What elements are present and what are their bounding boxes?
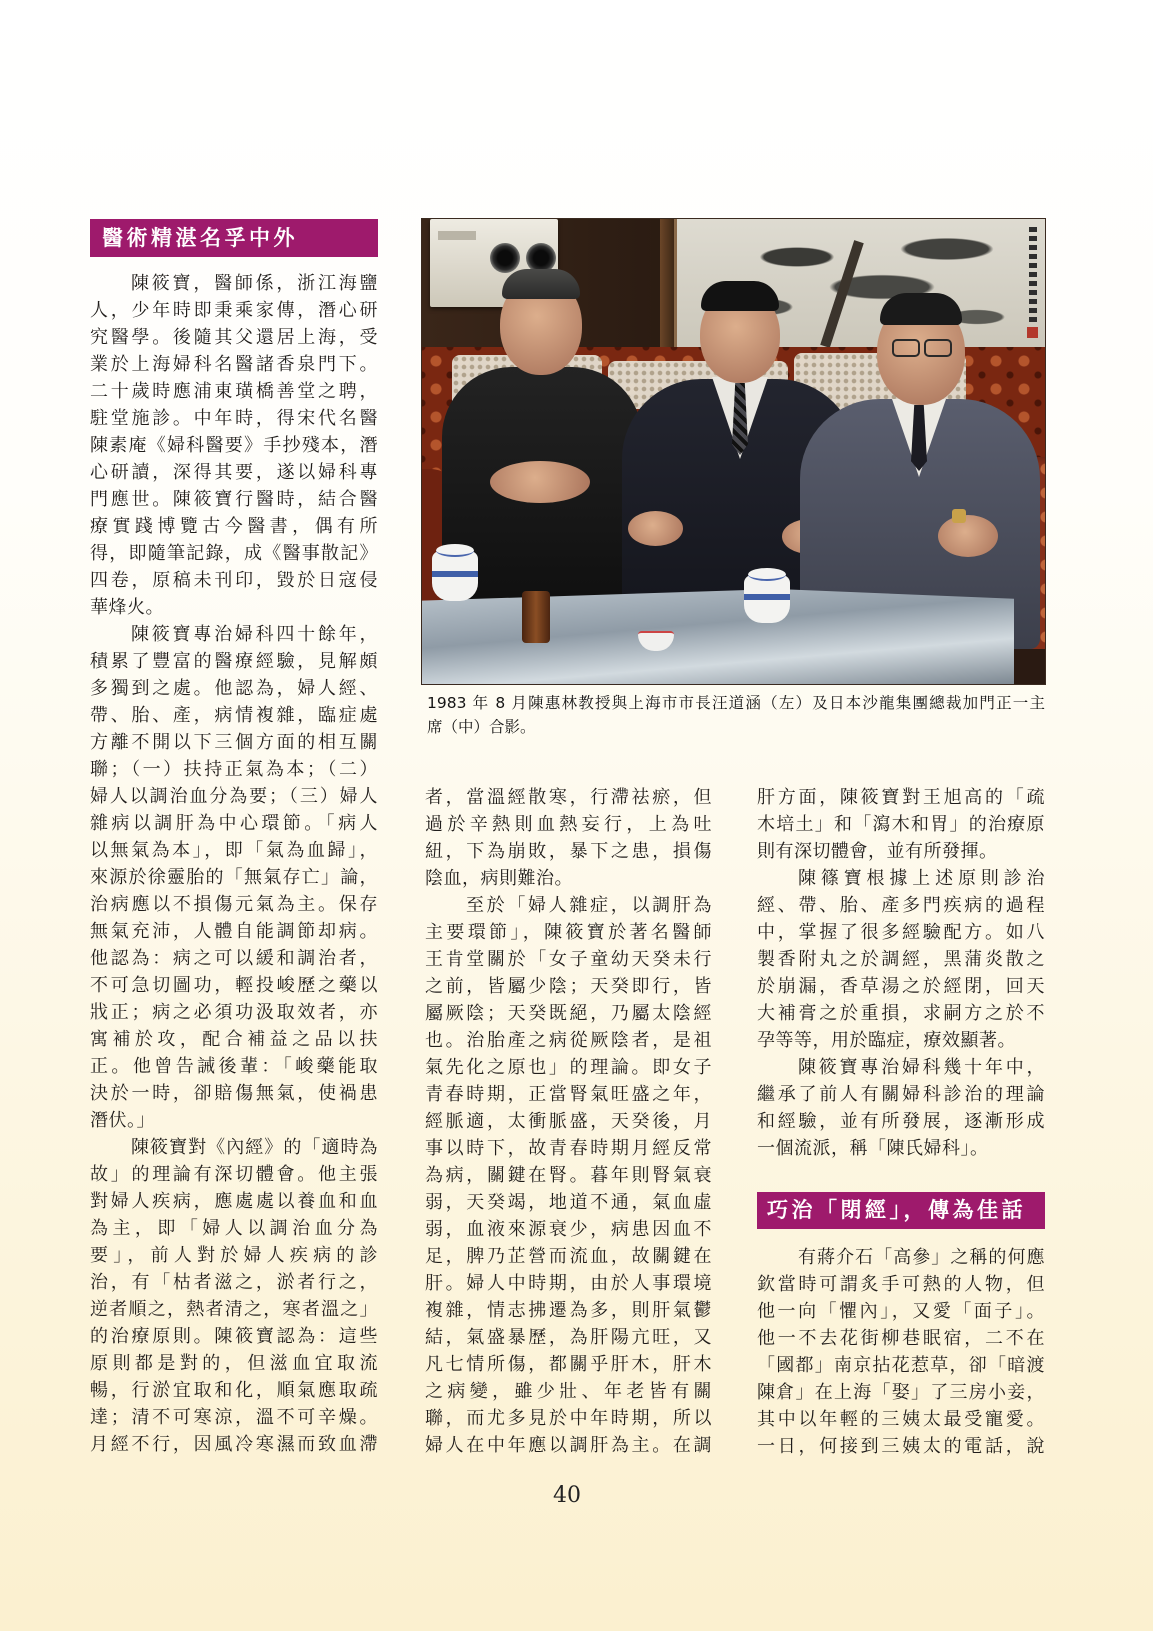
text-line: 治，有「枯者滋之，淤者行之， <box>90 1272 378 1293</box>
text-line: 結，氣盛暴歷，為肝陽亢旺，又 <box>425 1327 712 1348</box>
text-line: 療實踐博覽古今醫書，偶有所 <box>90 516 378 537</box>
text-line: 駐堂施診。中年時，得宋代名醫 <box>90 408 378 429</box>
text-line: 足，脾乃芷營而流血，故關鍵在 <box>425 1246 712 1267</box>
photo-left-man-hair <box>502 269 580 299</box>
photo-floor <box>1014 649 1046 685</box>
text-line: 雜病以調肝為中心環節。「病人 <box>90 813 378 834</box>
text-line: 經、帶、胎、產多門疾病的過程 <box>757 895 1045 916</box>
photo-teacup <box>432 551 478 601</box>
text-line: 業於上海婦科名醫諸香泉門下。 <box>90 354 378 375</box>
text-line: 華烽火。 <box>90 597 164 618</box>
text-line: 他一不去花街柳巷眠宿，二不在 <box>757 1328 1045 1349</box>
photo-caption-line: 席（中）合影。 <box>427 718 536 736</box>
photo-center-man-hair <box>701 281 779 311</box>
text-line: 故」的理論有深切體會。他主張 <box>90 1164 378 1185</box>
photo-left-man-hands <box>490 461 590 503</box>
photo-right-man-hand <box>938 515 998 557</box>
section-heading-medical-skill: 醫術精湛名孚中外 <box>90 219 378 257</box>
text-line: 戕正；病之必須功汲取效者，亦 <box>90 1002 378 1023</box>
paragraph-first-line: 有蔣介石「高參」之稱的何應 <box>798 1247 1045 1268</box>
text-line: 其中以年輕的三姨太最受寵愛。 <box>757 1409 1045 1430</box>
paragraph-first-line: 陳筱寶專治婦科四十餘年， <box>131 624 378 645</box>
page-number: 40 <box>553 1483 581 1508</box>
text-line: 弱，天癸竭，地道不通，氣血虛 <box>425 1192 712 1213</box>
text-line: 為病，關鍵在腎。暮年則腎氣衰 <box>425 1165 712 1186</box>
paragraph-first-line: 陳筱寶對《內經》的「適時為 <box>131 1137 378 1158</box>
article-column-left <box>90 270 378 1458</box>
text-line: 孕等等，用於臨症，療效顯著。 <box>757 1030 1016 1051</box>
photo-ac-vent <box>490 243 520 273</box>
text-line: 製香附丸之於調經，黑蒲炎散之 <box>757 949 1045 970</box>
text-line: 聯；（一）扶持正氣為本；（二） <box>90 759 378 780</box>
text-line: 一個流派，稱「陳氏婦科」。 <box>757 1138 989 1159</box>
photo-glasses-lens <box>892 339 920 357</box>
text-line: 正。他曾告誡後輩：「峻藥能取 <box>90 1056 378 1077</box>
text-line: 陳素庵《婦科醫要》手抄殘本，潛 <box>90 435 378 456</box>
text-line: 事以時下，故青春時期月經反常 <box>425 1138 712 1159</box>
text-line: 之病變，雖少壯、年老皆有關 <box>425 1381 712 1402</box>
text-line: 決於一時，卻賠傷無氣，使禍患 <box>90 1083 378 1104</box>
text-line: 過於辛熱則血熱妄行，上為吐 <box>425 814 712 835</box>
paragraph-first-line: 肝方面，陳筱寶對王旭高的「疏 <box>757 787 1045 808</box>
text-line: 弱，血液來源衰少，病患因血不 <box>425 1219 712 1240</box>
photo-pine-trunk <box>820 240 864 348</box>
text-line: 主要環節」，陳筱寶於著名醫師 <box>425 922 712 943</box>
photo-center-man-hand <box>628 511 683 546</box>
text-line: 紐，下為崩敗，暴下之患，損傷 <box>425 841 712 862</box>
text-line: 治病應以不損傷元氣為主。保存 <box>90 894 378 915</box>
text-line: 陰血，病則難治。 <box>425 868 573 889</box>
text-line: 婦人在中年應以調肝為主。在調 <box>425 1435 712 1456</box>
text-line: 的治療原則。陳筱寶認為：這些 <box>90 1326 378 1347</box>
text-line: 他認為：病之可以緩和調治者， <box>90 948 378 969</box>
article-column-middle <box>425 784 712 1459</box>
paragraph-first-line: 陳筱寶，醫師係，浙江海鹽 <box>131 273 378 294</box>
photo-glasses-lens <box>924 339 952 357</box>
section-heading-amenorrhea: 巧治「閉經」，傳為佳話 <box>757 1192 1045 1229</box>
text-line: 婦人以調治血分為要；（三）婦人 <box>90 786 378 807</box>
paragraph-first-line: 者，當溫經散寒，行滯祛瘀，但 <box>425 787 712 808</box>
text-line: 為主，即「婦人以調治血分為 <box>90 1218 378 1239</box>
text-line: 暢，行淤宜取和化，順氣應取疏 <box>90 1380 378 1401</box>
text-line: 積累了豐富的醫療經驗，見解頗 <box>90 651 378 672</box>
text-line: 屬厥陰；天癸既絕，乃屬太陰經 <box>425 1003 712 1024</box>
text-line: 來源於徐靈胎的「無氣存亡」論， <box>90 867 378 888</box>
text-line: 方離不開以下三個方面的相互關 <box>90 732 378 753</box>
text-line: 心研讀，深得其要，遂以婦科專 <box>90 462 378 483</box>
photo-teacup <box>744 575 790 623</box>
text-line: 原則都是對的，但滋血宜取流 <box>90 1353 378 1374</box>
text-line: 帶、胎、產，病情複雜，臨症處 <box>90 705 378 726</box>
paragraph-first-line: 陳篠寶根據上述原則診治 <box>798 868 1045 889</box>
photo-tea-canister <box>522 591 550 643</box>
text-line: 門應世。陳筱寶行醫時，結合醫 <box>90 489 378 510</box>
text-line: 四卷，原稿未刊印，毀於日寇侵 <box>90 570 378 591</box>
photo-wristwatch <box>952 509 966 523</box>
text-line: 則有深切體會，並有所發揮。 <box>757 841 998 862</box>
text-line: 凡七情所傷，都關乎肝木，肝木 <box>425 1354 712 1375</box>
text-line: 寓補於攻，配合補益之品以扶 <box>90 1029 378 1050</box>
photo-calligraphy <box>1029 227 1037 323</box>
text-line: 中，掌握了很多經驗配方。如八 <box>757 922 1045 943</box>
text-line: 要」，前人對於婦人疾病的診 <box>90 1245 378 1266</box>
text-line: 陳倉」在上海「娶」了三房小妾， <box>757 1382 1045 1403</box>
text-line: 於崩漏，香草湯之於經閉，回天 <box>757 976 1045 997</box>
photo-glass-table <box>422 589 1014 685</box>
text-line: 逆者順之，熱者清之，寒者溫之」 <box>90 1299 378 1320</box>
article-column-right-bottom <box>757 1244 1045 1460</box>
text-line: 和經驗，並有所發展，逐漸形成 <box>757 1111 1045 1132</box>
text-line: 無氣充沛，人體自能調節却病。 <box>90 921 378 942</box>
article-column-right-top <box>757 784 1045 1162</box>
text-line: 究醫學。後隨其父還居上海，受 <box>90 327 378 348</box>
text-line: 木培土」和「瀉木和胃」的治療原 <box>757 814 1045 835</box>
photo-teacup-lid <box>748 568 786 581</box>
text-line: 「國都」南京拈花惹草，卻「暗渡 <box>757 1355 1045 1376</box>
photo-red-seal <box>1027 327 1038 338</box>
text-line: 潛伏。」 <box>90 1110 155 1131</box>
text-line: 複雜，情志拂遷為多，則肝氣鬱 <box>425 1300 712 1321</box>
text-line: 人，少年時即秉乘家傳，潛心研 <box>90 300 378 321</box>
text-line: 一日，何接到三姨太的電話，說 <box>757 1436 1045 1457</box>
text-line: 對婦人疾病，應處處以養血和血 <box>90 1191 378 1212</box>
text-line: 王肯堂關於「女子童幼天癸未行 <box>425 949 712 970</box>
text-line: 大補膏之於重損，求嗣方之於不 <box>757 1003 1045 1024</box>
text-line: 他一向「懼內」，又愛「面子」。 <box>757 1301 1045 1322</box>
photo-right-man-hair <box>880 293 962 325</box>
photo-caption-line: 1983 年 8 月陳惠林教授與上海市市長汪道涵（左）及日本沙龍集團總裁加門正一主 <box>427 694 1045 712</box>
text-line: 多獨到之處。他認為，婦人經、 <box>90 678 378 699</box>
photo-teacup-lid <box>436 544 474 557</box>
paragraph-first-line: 陳筱寶專治婦科幾十年中， <box>798 1057 1045 1078</box>
group-photo <box>421 218 1046 685</box>
text-line: 得，即隨筆記錄，成《醫事散記》 <box>90 543 378 564</box>
text-line: 欽當時可謂炙手可熱的人物，但 <box>757 1274 1045 1295</box>
text-line: 青春時期，正當腎氣旺盛之年， <box>425 1084 712 1105</box>
text-line: 達；清不可寒涼，溫不可辛燥。 <box>90 1407 378 1428</box>
text-line: 月經不行，因風冷寒濕而致血滯 <box>90 1434 378 1455</box>
text-line: 之前，皆屬少陰；天癸即行，皆 <box>425 976 712 997</box>
photo-ac-panel <box>438 231 476 240</box>
text-line: 聯，而尤多見於中年時期，所以 <box>425 1408 712 1429</box>
text-line: 肝。婦人中時期，由於人事環境 <box>425 1273 712 1294</box>
text-line: 也。治胎產之病從厥陰者，是祖 <box>425 1030 712 1051</box>
text-line: 氣先化之原也」的理論。即女子 <box>425 1057 712 1078</box>
text-line: 二十歲時應浦東璜橋善堂之聘， <box>90 381 378 402</box>
text-line: 不可急切圖功，輕投峻歷之藥以 <box>90 975 378 996</box>
paragraph-first-line: 至於「婦人雜症，以調肝為 <box>466 895 712 916</box>
text-line: 以無氣為本」，即「氣為血歸」， <box>90 840 378 861</box>
text-line: 經脈適，太衝脈盛，天癸後，月 <box>425 1111 712 1132</box>
text-line: 繼承了前人有關婦科診治的理論 <box>757 1084 1045 1105</box>
